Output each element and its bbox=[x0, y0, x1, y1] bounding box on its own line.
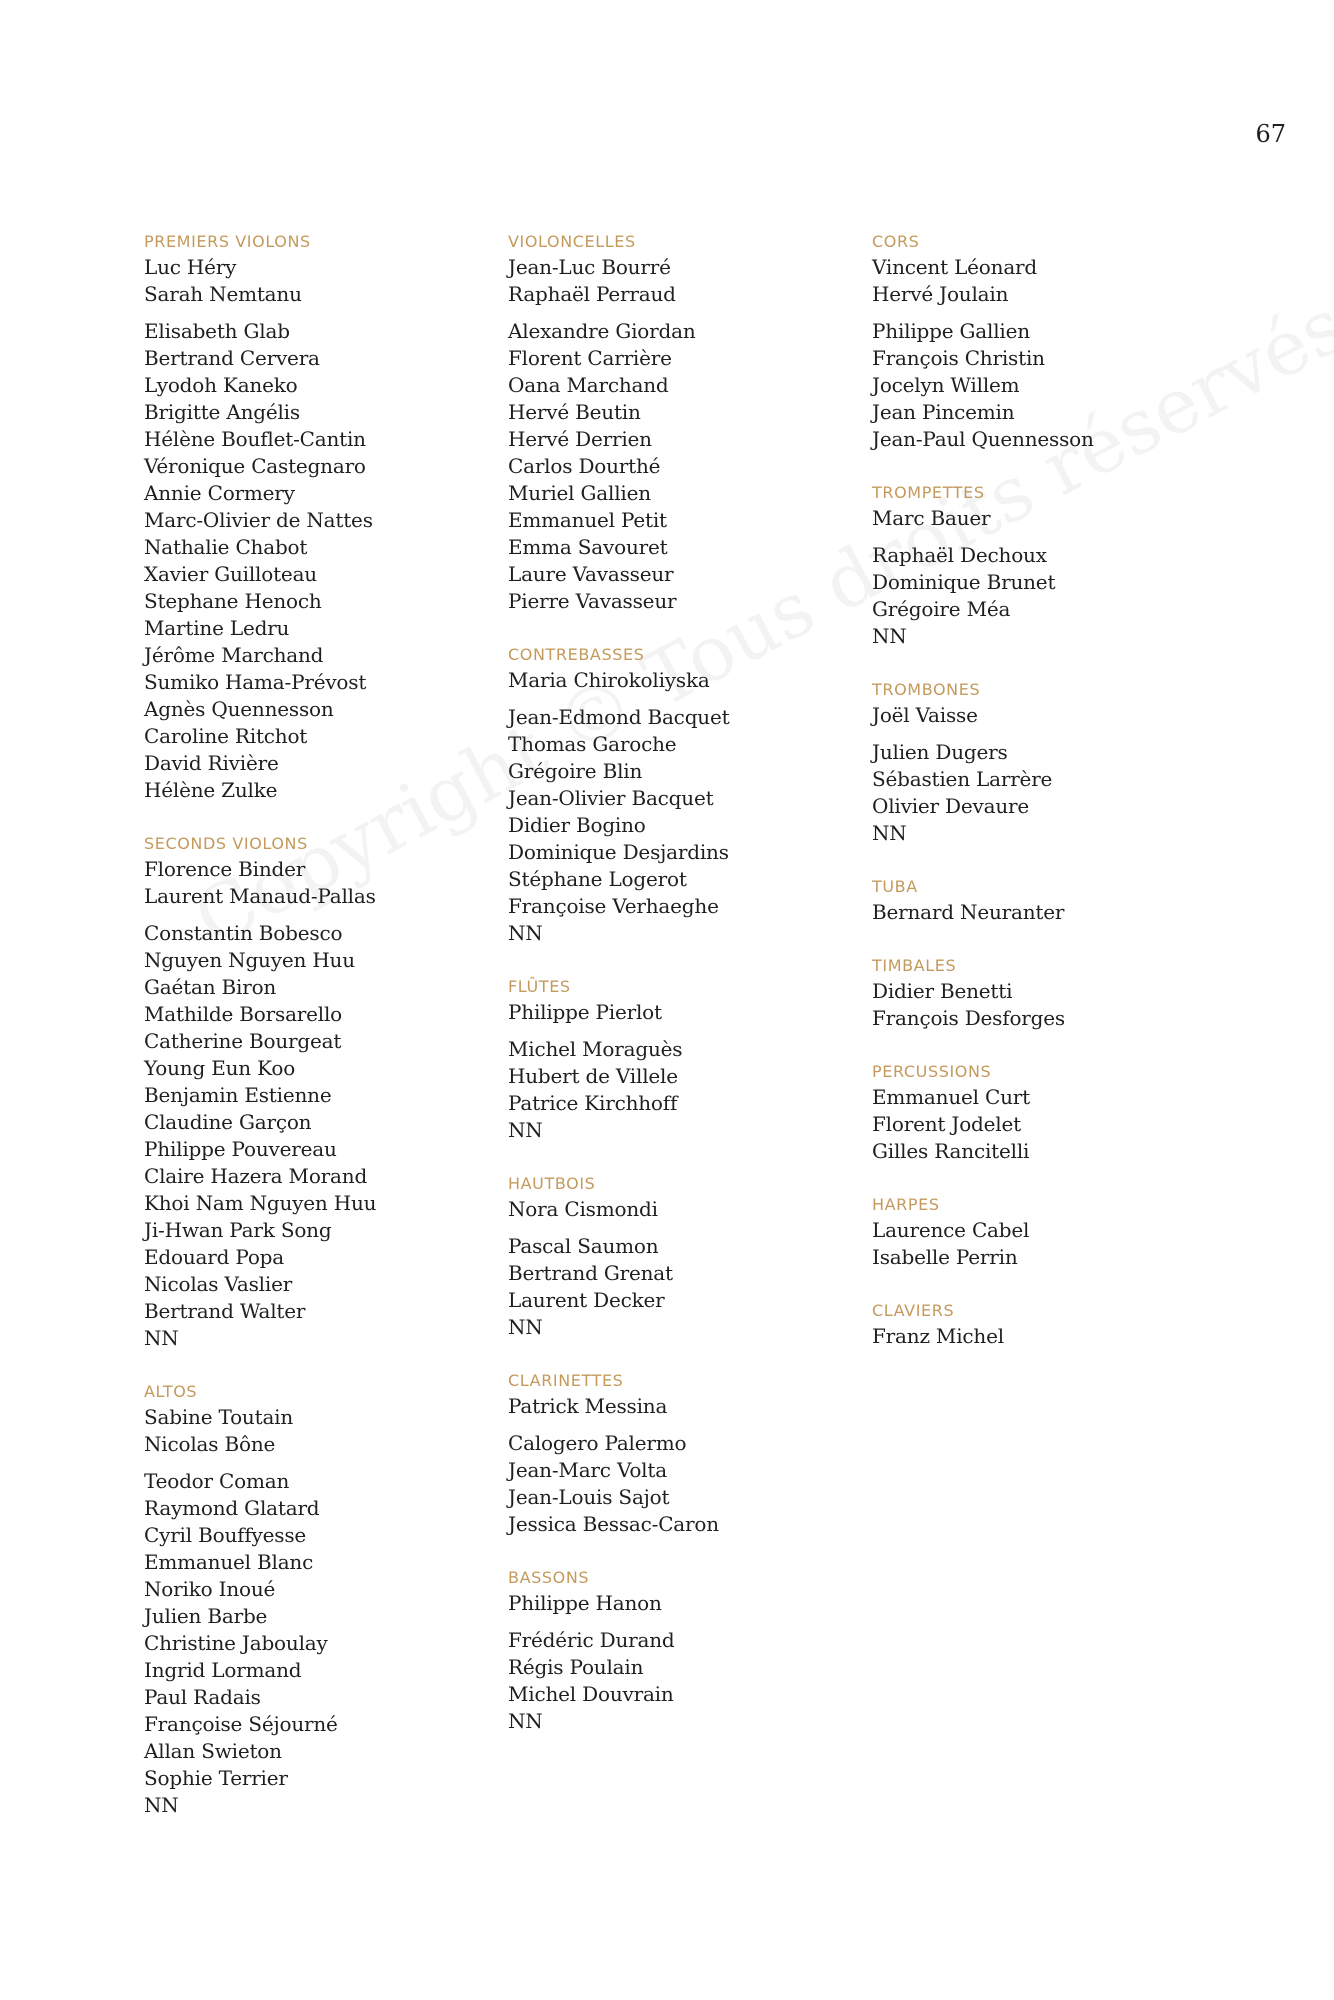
musician-name: Khoi Nam Nguyen Huu bbox=[144, 1191, 377, 1215]
musician-name: Emmanuel Blanc bbox=[144, 1550, 314, 1574]
musician-name: Emmanuel Curt bbox=[872, 1085, 1030, 1109]
musician-name: Catherine Bourgeat bbox=[144, 1029, 342, 1053]
musician-name: Teodor Coman bbox=[144, 1469, 290, 1493]
musician-name: Elisabeth Glab bbox=[144, 319, 290, 343]
section bbox=[508, 646, 838, 947]
member-group bbox=[872, 739, 1202, 847]
section bbox=[872, 484, 1202, 650]
musician-name: Hélène Zulke bbox=[144, 778, 278, 802]
musician-name: Raphaël Perraud bbox=[508, 282, 676, 306]
musician-name: Sarah Nemtanu bbox=[144, 282, 302, 306]
musician-name: Franz Michel bbox=[872, 1324, 1004, 1348]
musician-name: Laurence Cabel bbox=[872, 1218, 1030, 1242]
musician-name: Françoise Verhaeghe bbox=[508, 894, 719, 918]
musician-name: Bertrand Walter bbox=[144, 1299, 306, 1323]
section bbox=[508, 978, 838, 1144]
musician-name: Jean-Marc Volta bbox=[508, 1458, 667, 1482]
musician-name: Didier Bogino bbox=[508, 813, 646, 837]
musician-name: Constantin Bobesco bbox=[144, 921, 343, 945]
musician-name: Julien Barbe bbox=[144, 1604, 268, 1628]
section-heading: PREMIERS VIOLONS bbox=[144, 232, 311, 251]
musician-name: Benjamin Estienne bbox=[144, 1083, 332, 1107]
section bbox=[508, 1372, 838, 1538]
musician-name: Laure Vavasseur bbox=[508, 562, 674, 586]
section bbox=[872, 681, 1202, 847]
section-heading: HARPES bbox=[872, 1195, 940, 1214]
principal-group bbox=[144, 856, 474, 910]
section-heading: FLÛTES bbox=[508, 977, 571, 996]
member-group bbox=[508, 1233, 838, 1341]
member-group bbox=[508, 1036, 838, 1144]
musician-name: Pascal Saumon bbox=[508, 1234, 659, 1258]
musician-name: Luc Héry bbox=[144, 255, 237, 279]
principal-group bbox=[144, 1404, 474, 1458]
principal-group bbox=[872, 1323, 1202, 1350]
musician-name: Jean-Paul Quennesson bbox=[872, 427, 1094, 451]
musician-name: Brigitte Angélis bbox=[144, 400, 300, 424]
musician-name: Bernard Neuranter bbox=[872, 900, 1065, 924]
section bbox=[508, 233, 838, 615]
musician-name: Marc Bauer bbox=[872, 506, 991, 530]
musician-name: Nora Cismondi bbox=[508, 1197, 658, 1221]
musician-name: Michel Douvrain bbox=[508, 1682, 674, 1706]
musician-name: David Rivière bbox=[144, 751, 279, 775]
musician-name: NN bbox=[508, 1709, 543, 1733]
musician-name: Laurent Decker bbox=[508, 1288, 665, 1312]
section-heading: PERCUSSIONS bbox=[872, 1062, 992, 1081]
musician-name: Vincent Léonard bbox=[872, 255, 1038, 279]
principal-group bbox=[872, 254, 1202, 308]
musician-name: Hervé Joulain bbox=[872, 282, 1009, 306]
musician-name: Pierre Vavasseur bbox=[508, 589, 677, 613]
musician-name: Jean-Edmond Bacquet bbox=[508, 705, 730, 729]
principal-group bbox=[508, 667, 838, 694]
section bbox=[144, 835, 474, 1352]
musician-name: Young Eun Koo bbox=[144, 1056, 296, 1080]
musician-name: Dominique Desjardins bbox=[508, 840, 729, 864]
principal-group bbox=[872, 702, 1202, 729]
principal-group bbox=[508, 999, 838, 1026]
musician-name: Sophie Terrier bbox=[144, 1766, 288, 1790]
section-heading: ALTOS bbox=[144, 1382, 198, 1401]
section-heading: CORS bbox=[872, 232, 920, 251]
principal-group bbox=[508, 1393, 838, 1420]
musician-name: Régis Poulain bbox=[508, 1655, 644, 1679]
principal-group bbox=[872, 899, 1202, 926]
section-heading: SECONDS VIOLONS bbox=[144, 834, 308, 853]
musician-name: Raphaël Dechoux bbox=[872, 543, 1047, 567]
musician-name: Florent Jodelet bbox=[872, 1112, 1021, 1136]
musician-name: Hélène Bouflet-Cantin bbox=[144, 427, 366, 451]
musician-name: Claire Hazera Morand bbox=[144, 1164, 368, 1188]
principal-group bbox=[508, 1590, 838, 1617]
musician-name: Julien Dugers bbox=[872, 740, 1008, 764]
section-heading: BASSONS bbox=[508, 1568, 590, 1587]
principal-group bbox=[872, 1084, 1202, 1165]
musician-name: Nathalie Chabot bbox=[144, 535, 308, 559]
musician-name: Maria Chirokoliyska bbox=[508, 668, 710, 692]
musician-name: Florence Binder bbox=[144, 857, 306, 881]
musician-name: Didier Benetti bbox=[872, 979, 1013, 1003]
principal-group bbox=[508, 254, 838, 308]
column-2 bbox=[508, 233, 838, 1766]
section-heading: TROMPETTES bbox=[872, 483, 985, 502]
member-group bbox=[144, 318, 474, 804]
musician-name: NN bbox=[508, 1315, 543, 1339]
member-group bbox=[508, 318, 838, 615]
musician-name: Jean Pincemin bbox=[872, 400, 1015, 424]
section-heading: TUBA bbox=[872, 877, 918, 896]
member-group bbox=[144, 1468, 474, 1819]
musician-name: Frédéric Durand bbox=[508, 1628, 675, 1652]
section bbox=[144, 233, 474, 804]
musician-name: Philippe Hanon bbox=[508, 1591, 662, 1615]
section bbox=[872, 1063, 1202, 1165]
section bbox=[872, 957, 1202, 1032]
musician-name: Agnès Quennesson bbox=[144, 697, 334, 721]
musician-name: Noriko Inoué bbox=[144, 1577, 276, 1601]
member-group bbox=[872, 318, 1202, 453]
member-group bbox=[508, 704, 838, 947]
musician-name: Nguyen Nguyen Huu bbox=[144, 948, 355, 972]
musician-name: Olivier Devaure bbox=[872, 794, 1030, 818]
musician-name: Lyodoh Kaneko bbox=[144, 373, 298, 397]
musician-name: Philippe Pierlot bbox=[508, 1000, 662, 1024]
musician-name: Nicolas Vaslier bbox=[144, 1272, 293, 1296]
musician-name: NN bbox=[508, 921, 543, 945]
section-heading: TIMBALES bbox=[872, 956, 957, 975]
musician-name: Hervé Derrien bbox=[508, 427, 652, 451]
section bbox=[144, 1383, 474, 1819]
musician-name: Bertrand Grenat bbox=[508, 1261, 673, 1285]
musician-name: Philippe Pouvereau bbox=[144, 1137, 337, 1161]
musician-name: Dominique Brunet bbox=[872, 570, 1056, 594]
section-heading: HAUTBOIS bbox=[508, 1174, 596, 1193]
section-heading: VIOLONCELLES bbox=[508, 232, 636, 251]
musician-name: Raymond Glatard bbox=[144, 1496, 320, 1520]
musician-name: NN bbox=[144, 1793, 179, 1817]
musician-name: Grégoire Méa bbox=[872, 597, 1011, 621]
column-1 bbox=[144, 233, 474, 1850]
musician-name: Sabine Toutain bbox=[144, 1405, 294, 1429]
section bbox=[872, 1302, 1202, 1350]
member-group bbox=[508, 1627, 838, 1735]
musician-name: NN bbox=[872, 821, 907, 845]
musician-name: François Christin bbox=[872, 346, 1045, 370]
musician-name: Oana Marchand bbox=[508, 373, 669, 397]
musician-name: Jean-Olivier Bacquet bbox=[508, 786, 714, 810]
musician-name: Stéphane Logerot bbox=[508, 867, 687, 891]
musician-name: Bertrand Cervera bbox=[144, 346, 320, 370]
column-3 bbox=[872, 233, 1202, 1381]
musician-name: NN bbox=[508, 1118, 543, 1142]
musician-name: Philippe Gallien bbox=[872, 319, 1030, 343]
musician-name: Emmanuel Petit bbox=[508, 508, 667, 532]
musician-name: Françoise Séjourné bbox=[144, 1712, 338, 1736]
principal-group bbox=[872, 505, 1202, 532]
musician-name: Emma Savouret bbox=[508, 535, 668, 559]
member-group bbox=[872, 542, 1202, 650]
musician-name: Gaétan Biron bbox=[144, 975, 277, 999]
section-heading: TROMBONES bbox=[872, 680, 981, 699]
musician-name: Mathilde Borsarello bbox=[144, 1002, 343, 1026]
principal-group bbox=[872, 1217, 1202, 1271]
musician-name: Gilles Rancitelli bbox=[872, 1139, 1030, 1163]
musician-name: Joël Vaisse bbox=[872, 703, 978, 727]
principal-group bbox=[508, 1196, 838, 1223]
section bbox=[508, 1569, 838, 1735]
section-heading: CONTREBASSES bbox=[508, 645, 645, 664]
musician-name: Véronique Castegnaro bbox=[144, 454, 366, 478]
musician-name: Claudine Garçon bbox=[144, 1110, 312, 1134]
musician-name: Nicolas Bône bbox=[144, 1432, 276, 1456]
section bbox=[872, 1196, 1202, 1271]
section-heading: CLAVIERS bbox=[872, 1301, 955, 1320]
musician-name: François Desforges bbox=[872, 1006, 1065, 1030]
musician-name: Cyril Bouffyesse bbox=[144, 1523, 307, 1547]
musician-name: Patrice Kirchhoff bbox=[508, 1091, 678, 1115]
musician-name: Christine Jaboulay bbox=[144, 1631, 328, 1655]
section-heading: CLARINETTES bbox=[508, 1371, 624, 1390]
musician-name: Paul Radais bbox=[144, 1685, 261, 1709]
musician-name: Allan Swieton bbox=[144, 1739, 282, 1763]
musician-name: Ingrid Lormand bbox=[144, 1658, 302, 1682]
musician-name: Jocelyn Willem bbox=[872, 373, 1020, 397]
musician-name: Alexandre Giordan bbox=[508, 319, 696, 343]
member-group bbox=[144, 920, 474, 1352]
musician-name: Jean-Louis Sajot bbox=[508, 1485, 670, 1509]
musician-name: Ji-Hwan Park Song bbox=[144, 1218, 332, 1242]
musician-name: Sébastien Larrère bbox=[872, 767, 1053, 791]
musician-name: Marc-Olivier de Nattes bbox=[144, 508, 373, 532]
musician-name: Grégoire Blin bbox=[508, 759, 643, 783]
member-group bbox=[508, 1430, 838, 1538]
section bbox=[872, 878, 1202, 926]
musician-name: Patrick Messina bbox=[508, 1394, 668, 1418]
musician-name: Jean-Luc Bourré bbox=[508, 255, 671, 279]
section bbox=[508, 1175, 838, 1341]
musician-name: Stephane Henoch bbox=[144, 589, 322, 613]
musician-name: Calogero Palermo bbox=[508, 1431, 687, 1455]
principal-group bbox=[872, 978, 1202, 1032]
musician-name: Xavier Guilloteau bbox=[144, 562, 317, 586]
principal-group bbox=[144, 254, 474, 308]
musician-name: Florent Carrière bbox=[508, 346, 672, 370]
musician-name: NN bbox=[144, 1326, 179, 1350]
musician-name: Muriel Gallien bbox=[508, 481, 651, 505]
musician-name: Annie Cormery bbox=[144, 481, 295, 505]
musician-name: Hervé Beutin bbox=[508, 400, 641, 424]
musician-name: Edouard Popa bbox=[144, 1245, 284, 1269]
musician-name: Michel Moraguès bbox=[508, 1037, 683, 1061]
musician-name: Isabelle Perrin bbox=[872, 1245, 1018, 1269]
page-number: 67 bbox=[1255, 120, 1286, 148]
musician-name: Laurent Manaud-Pallas bbox=[144, 884, 376, 908]
musician-name: Sumiko Hama-Prévost bbox=[144, 670, 367, 694]
musician-name: Jessica Bessac-Caron bbox=[508, 1512, 719, 1536]
musician-name: Thomas Garoche bbox=[508, 732, 677, 756]
musician-name: Carlos Dourthé bbox=[508, 454, 661, 478]
section bbox=[872, 233, 1202, 453]
musician-name: Caroline Ritchot bbox=[144, 724, 308, 748]
musician-name: Hubert de Villele bbox=[508, 1064, 678, 1088]
musician-name: NN bbox=[872, 624, 907, 648]
musician-name: Jérôme Marchand bbox=[144, 643, 324, 667]
musician-name: Martine Ledru bbox=[144, 616, 290, 640]
